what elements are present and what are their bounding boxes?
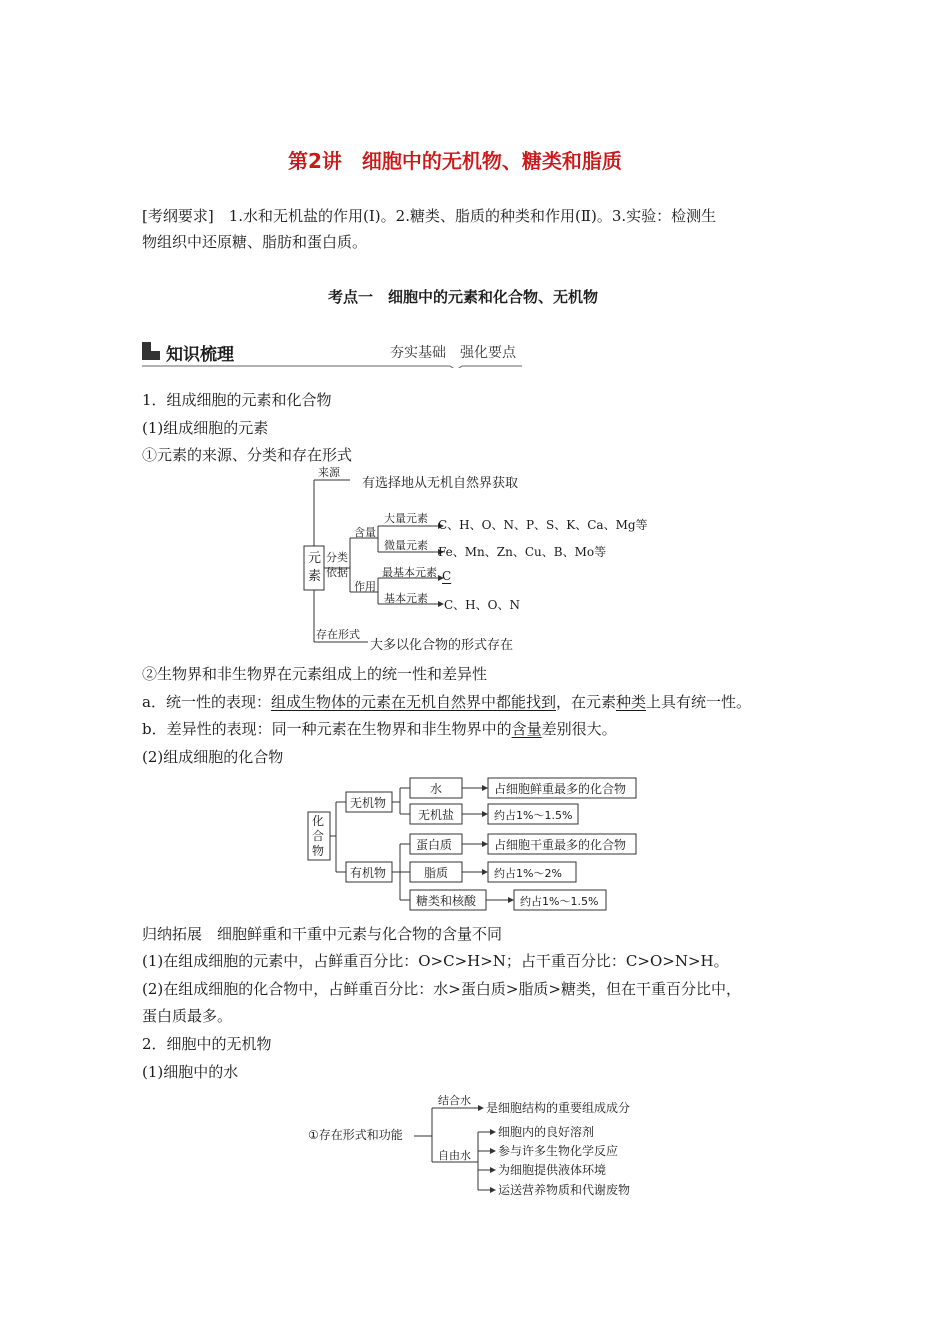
- knowledge-banner: [142, 338, 522, 368]
- heading-1: 1．组成细胞的元素和化合物: [142, 391, 332, 409]
- lipid-box: 脂质: [424, 866, 449, 880]
- free-water-item-2: 参与许多生物化学反应: [498, 1144, 619, 1158]
- water-diagram: [308, 1090, 648, 1202]
- element-root-char-1: 元: [308, 551, 322, 566]
- element-diagram: [300, 466, 660, 654]
- basic-text: C、H、O、N: [444, 598, 520, 612]
- major-label: 大量元素: [384, 512, 428, 525]
- free-water-label: 自由水: [438, 1149, 471, 1162]
- sugar-box: 糖类和核酸: [416, 894, 477, 908]
- most-basic-label: 最基本元素: [382, 566, 437, 579]
- page-title: 第2讲 细胞中的无机物、糖类和脂质: [288, 149, 622, 173]
- banner-subtitle: 夯实基础 强化要点: [390, 345, 516, 361]
- unity-underline-1: 组成生物体的元素在无机自然界中都能找到: [270, 693, 556, 711]
- diversity-underline: 含量: [511, 720, 542, 738]
- unity-prefix: a．统一性的表现：: [142, 693, 271, 711]
- heading-1-1-a: ①元素的来源、分类和存在形式: [142, 446, 353, 464]
- organic-box: 有机物: [350, 866, 387, 880]
- most-basic-text: C: [442, 569, 452, 583]
- heading-2-1: (1)细胞中的水: [142, 1063, 239, 1081]
- summary-1: (1)在组成细胞的元素中，占鲜重百分比：O>C>H>N；占干重百分比：C>O>N>H。: [142, 952, 729, 970]
- banner-title: 知识梳理: [166, 345, 234, 365]
- free-water-item-4: 运送营养物质和代谢废物: [498, 1183, 631, 1197]
- form-text: 大多以化合物的形式存在: [370, 638, 514, 653]
- sugar-desc: 约占1%～1.5%: [520, 895, 599, 908]
- compound-root-char-3: 物: [312, 844, 325, 858]
- compound-diagram: [306, 774, 646, 916]
- source-label: 来源: [318, 466, 340, 479]
- summary-2a: (2)在组成细胞的化合物中，占鲜重百分比：水>蛋白质>脂质>糖类，但在干重百分比中，: [142, 980, 741, 998]
- inorganic-box: 无机物: [350, 796, 387, 810]
- unity-line: [142, 692, 751, 712]
- syllabus-line-1: [考纲要求] 1.水和无机盐的作用(Ⅰ)。2.糖类、脂质的种类和作用(Ⅱ)。3.实验：检测生: [142, 207, 717, 225]
- summary-title: 归纳拓展 细胞鲜重和干重中元素与化合物的含量不同: [142, 925, 503, 943]
- classify-label-2: 依据: [326, 566, 348, 579]
- free-water-item-3: 为细胞提供液体环境: [498, 1163, 607, 1177]
- unity-underline-2: 种类: [615, 693, 646, 711]
- trace-text: Fe、Mn、Zn、Cu、B、Mo等: [438, 545, 607, 559]
- function-label: 作用: [354, 580, 376, 593]
- classify-label-1: 分类: [326, 551, 348, 564]
- compound-root-char-1: 化: [312, 814, 325, 828]
- unity-mid: ，在元素: [555, 693, 616, 711]
- water-box: 水: [430, 782, 443, 796]
- form-label: 存在形式: [316, 628, 360, 641]
- water-desc: 占细胞鲜重最多的化合物: [494, 782, 627, 796]
- free-water-item-1: 细胞内的良好溶剂: [498, 1125, 595, 1139]
- section-heading: 考点一 细胞中的元素和化合物、无机物: [328, 288, 599, 306]
- heading-2: 2．细胞中的无机物: [142, 1035, 272, 1053]
- bound-water-desc: 是细胞结构的重要组成成分: [486, 1101, 631, 1115]
- water-root: ①存在形式和功能: [308, 1128, 403, 1142]
- lipid-desc: 约占1%～2%: [494, 867, 562, 880]
- protein-box: 蛋白质: [416, 838, 453, 852]
- summary-2b: 蛋白质最多。: [142, 1007, 233, 1025]
- trace-label: 微量元素: [384, 539, 428, 552]
- compound-root-char-2: 合: [312, 829, 325, 843]
- major-text: C、H、O、N、P、S、K、Ca、Mg等: [438, 518, 648, 532]
- diversity-prefix: b．差异性的表现：同一种元素在生物界和非生物界中的: [142, 720, 512, 738]
- bound-water-label: 结合水: [438, 1094, 471, 1107]
- syllabus-line-2: 物组织中还原糖、脂肪和蛋白质。: [142, 233, 368, 251]
- heading-1-2: (2)组成细胞的化合物: [142, 748, 284, 766]
- content-label: 含量: [354, 526, 376, 539]
- source-text: 有选择地从无机自然界获取: [362, 476, 519, 491]
- unity-suffix: 上具有统一性。: [646, 693, 752, 711]
- salt-box: 无机盐: [418, 808, 455, 822]
- heading-1-1: (1)组成细胞的元素: [142, 419, 269, 437]
- heading-1-1-b: ②生物界和非生物界在元素组成上的统一性和差异性: [142, 665, 488, 683]
- diversity-suffix: 差别很大。: [541, 720, 617, 738]
- diversity-line: [142, 719, 617, 739]
- protein-desc: 占细胞干重最多的化合物: [494, 838, 627, 852]
- element-root-char-2: 素: [308, 569, 322, 584]
- salt-desc: 约占1%～1.5%: [494, 809, 573, 822]
- basic-label: 基本元素: [384, 592, 428, 605]
